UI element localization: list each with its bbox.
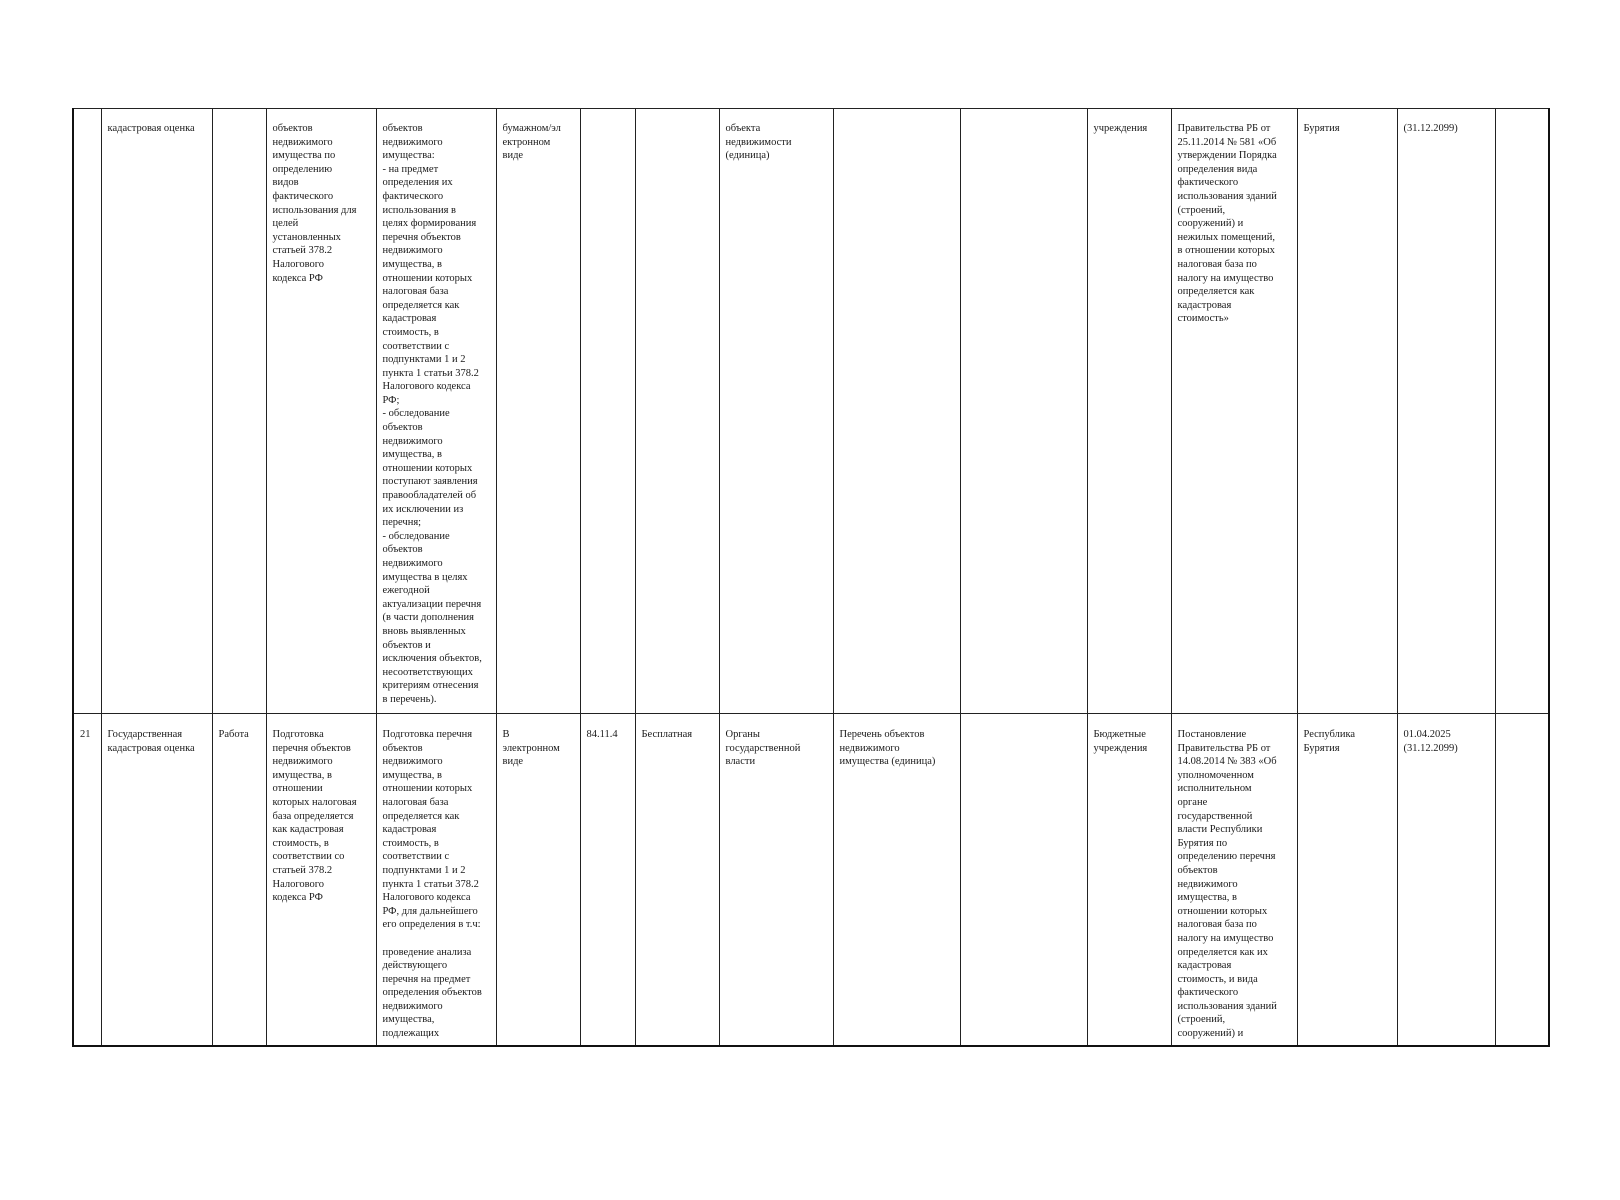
payment-cell xyxy=(635,109,719,714)
row-number-cell: 21 xyxy=(73,714,101,1046)
payment-cell: Бесплатная xyxy=(635,714,719,1046)
institutions-cell: Бюджетные учреждения xyxy=(1087,714,1171,1046)
service-type-cell xyxy=(212,109,266,714)
note-cell xyxy=(1495,109,1549,714)
service-type-cell: Работа xyxy=(212,714,266,1046)
form-cell: В электронном виде xyxy=(496,714,580,1046)
dates-cell: 01.04.2025 (31.12.2099) xyxy=(1397,714,1495,1046)
legal-act-cell: Правительства РБ от 25.11.2014 № 581 «Об утверждении Порядка определения вида фактического использования зданий (строений, сооружений) и нежилых помещений, в отношении которых налоговая база по налогу на имущество определяется как кадастровая стоимость» xyxy=(1171,109,1297,714)
service-name-cell: Государственная кадастровая оценка xyxy=(101,714,212,1046)
content-cell: Подготовка перечня объектов недвижимого имущества, в отношении которых налоговая база определяется как кадастровая стоимость, в соответствии со статьей 378.2 Налогового кодекса РФ xyxy=(266,714,376,1046)
code-cell: 84.11.4 xyxy=(580,714,635,1046)
territory-cell: Бурятия xyxy=(1297,109,1397,714)
dates-cell: (31.12.2099) xyxy=(1397,109,1495,714)
table-row xyxy=(73,714,1549,1046)
conditions-cell: объектов недвижимого имущества: - на предмет определения их фактического использования в целях формирования перечня объектов недвижимого имущества, в отношении которых налоговая база определяется как кадастровая стоимость, в соответствии с подпунктами 1 и 2 пункта 1 статьи 378.2 Налогового кодекса РФ; - обследование объектов недвижимого имущества, в отношении которых поступают заявления правообладателей об их исключении из перечня; - обследование объектов недвижимого имущества в целях ежегодной актуализации перечня (в части дополнения вновь выявленных объектов и исключения объектов, несоответствующих критериям отнесения в перечень). xyxy=(376,109,496,714)
service-name-cell: кадастровая оценка xyxy=(101,109,212,714)
extra-cell xyxy=(960,714,1087,1046)
legal-act-cell: Постановление Правительства РБ от 14.08.2014 № 383 «Об уполномоченном исполнительном органе государственной власти Республики Бурятия по определению перечня объектов недвижимого имущества, в отношении которых налоговая база по налогу на имущество определяется как их кадастровая стоимость, и вида фактического использования зданий (строений, сооружений) и xyxy=(1171,714,1297,1046)
code-cell xyxy=(580,109,635,714)
note-cell xyxy=(1495,714,1549,1046)
consumers-cell: объекта недвижимости (единица) xyxy=(719,109,833,714)
institutions-cell: учреждения xyxy=(1087,109,1171,714)
extra-cell xyxy=(960,109,1087,714)
form-cell: бумажном/эл ектронном виде xyxy=(496,109,580,714)
indicator-cell: Перечень объектов недвижимого имущества (единица) xyxy=(833,714,960,1046)
consumers-cell: Органы государственной власти xyxy=(719,714,833,1046)
content-cell: объектов недвижимого имущества по определению видов фактического использования для целей установленных статьей 378.2 Налогового кодекса РФ xyxy=(266,109,376,714)
row-number-cell xyxy=(73,109,101,714)
indicator-cell xyxy=(833,109,960,714)
territory-cell: Республика Бурятия xyxy=(1297,714,1397,1046)
conditions-cell: Подготовка перечня объектов недвижимого имущества, в отношении которых налоговая база определяется как кадастровая стоимость, в соответствии с подпунктами 1 и 2 пункта 1 статьи 378.2 Налогового кодекса РФ, для дальнейшего его определения в т.ч: проведение анализа действующего перечня на предмет определения объектов недвижимого имущества, подлежащих xyxy=(376,714,496,1046)
table-row xyxy=(73,109,1549,714)
registry-table xyxy=(72,108,1550,1047)
